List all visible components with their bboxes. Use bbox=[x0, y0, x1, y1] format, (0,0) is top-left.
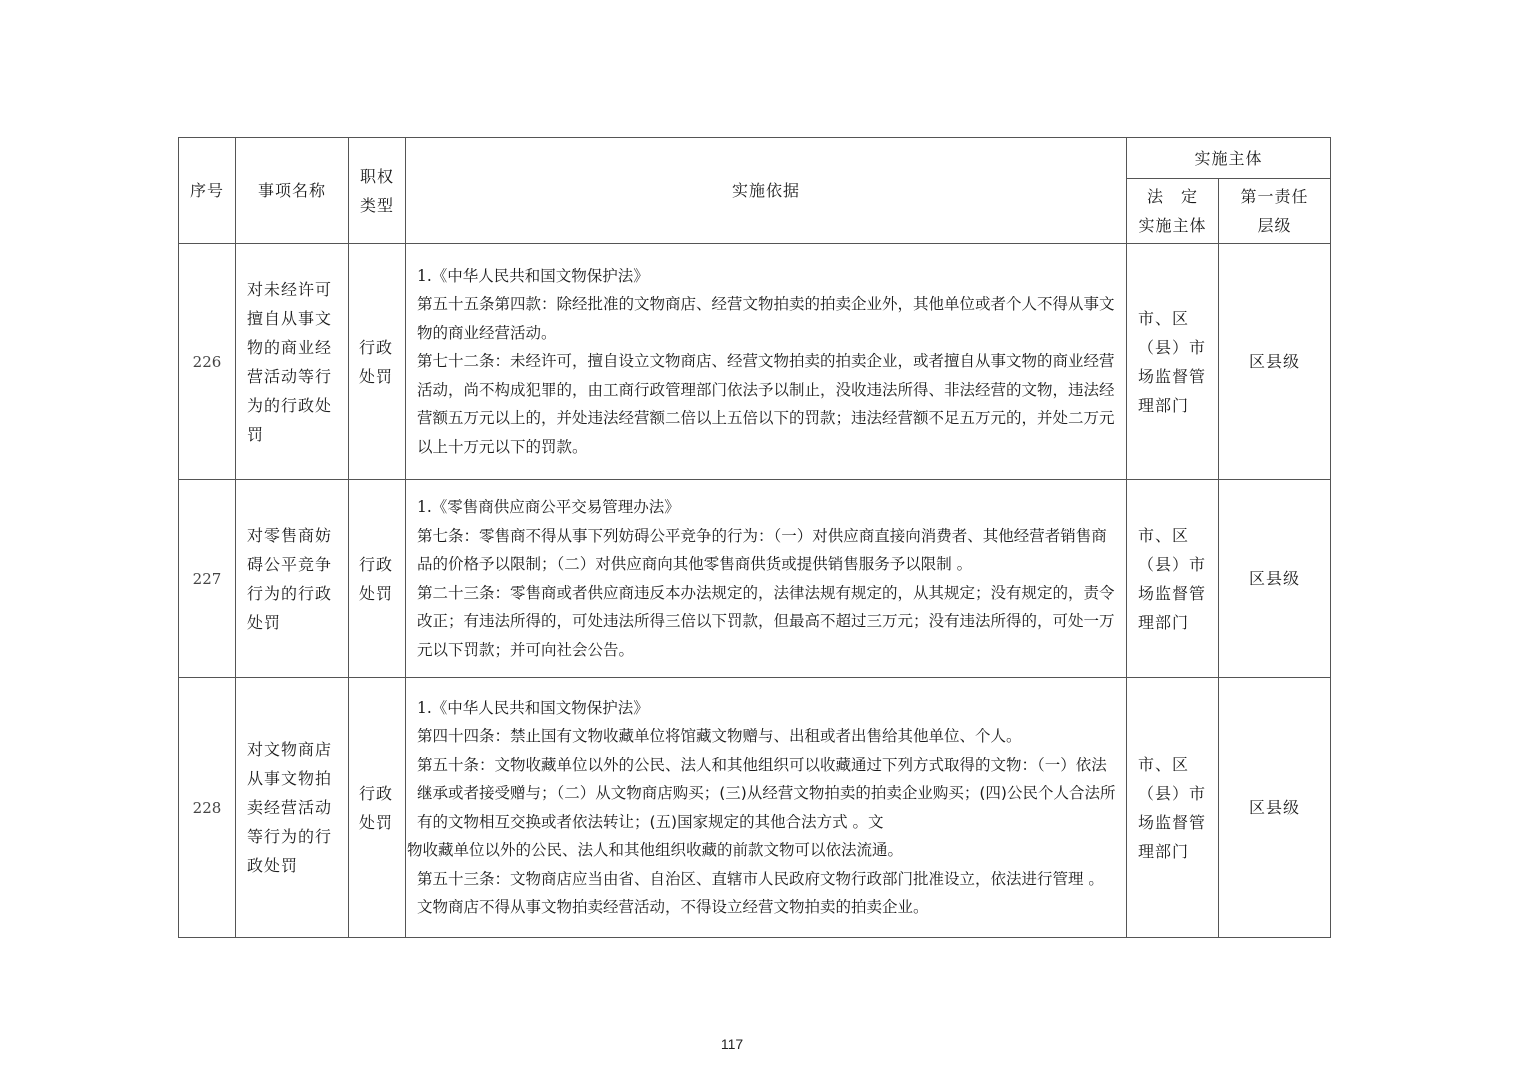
row-seq: 226 bbox=[179, 244, 236, 480]
header-legal-line1: 法 定 bbox=[1146, 187, 1198, 206]
page-number: 117 bbox=[720, 1036, 744, 1052]
row-legal-subject: 市、区（县）市场监督管理部门 bbox=[1127, 480, 1219, 678]
row-basis bbox=[406, 678, 1127, 938]
header-legal-subject bbox=[1127, 179, 1219, 244]
row-level: 区县级 bbox=[1219, 678, 1331, 938]
row-type: 行政处罚 bbox=[349, 480, 406, 678]
basis-paragraph: 第五十三条：文物商店应当由省、自治区、直辖市人民政府文物行政部门批准设立，依法进行管理 。文物商店不得从事文物拍卖经营活动，不得设立经营文物拍卖的拍卖企业。 bbox=[417, 869, 1104, 916]
row-type: 行政处罚 bbox=[349, 244, 406, 480]
header-level-line1: 第一责任 bbox=[1240, 187, 1309, 206]
row-seq: 228 bbox=[179, 678, 236, 938]
basis-title: 1.《中华人民共和国文物保护法》 bbox=[417, 698, 649, 717]
basis-title: 1.《零售商供应商公平交易管理办法》 bbox=[417, 498, 680, 516]
table-row bbox=[179, 244, 1331, 480]
row-type: 行政处罚 bbox=[349, 678, 406, 938]
row-legal-subject: 市、区（县）市场监督管理部门 bbox=[1127, 678, 1219, 938]
header-type-line1: 职权 bbox=[359, 166, 394, 186]
row-level: 区县级 bbox=[1219, 244, 1331, 480]
row-item-name: 对零售商妨碍公平竞争行为的行政处罚 bbox=[236, 480, 349, 678]
basis-paragraph: 物收藏单位以外的公民、法人和其他组织收藏的前款文物可以依法流通。 bbox=[407, 841, 904, 859]
header-type-line2: 类型 bbox=[359, 195, 394, 215]
row-seq: 227 bbox=[179, 480, 236, 678]
header-row bbox=[179, 138, 1331, 179]
row-basis bbox=[406, 244, 1127, 480]
header-name: 事项名称 bbox=[236, 138, 349, 244]
header-level bbox=[1219, 179, 1331, 244]
header-level-line2: 层级 bbox=[1257, 216, 1292, 235]
basis-title: 1.《中华人民共和国文物保护法》 bbox=[417, 266, 649, 285]
header-type bbox=[349, 138, 406, 244]
row-legal-subject: 市、区（县）市场监督管理部门 bbox=[1127, 244, 1219, 480]
basis-paragraph: 第五十五条第四款：除经批准的文物商店、经营文物拍卖的拍卖企业外，其他单位或者个人不得从事文物的商业经营活动。 bbox=[417, 295, 1115, 342]
basis-paragraph: 第四十四条：禁止国有文物收藏单位将馆藏文物赠与、出租或者出售给其他单位、个人。 bbox=[417, 727, 1022, 745]
row-level: 区县级 bbox=[1219, 480, 1331, 678]
row-item-name: 对文物商店从事文物拍卖经营活动等行为的行政处罚 bbox=[236, 678, 349, 938]
regulation-table bbox=[178, 137, 1331, 938]
header-legal-line2: 实施主体 bbox=[1138, 216, 1207, 235]
basis-paragraph: 第七十二条：未经许可，擅自设立文物商店、经营文物拍卖的拍卖企业，或者擅自从事文物的商业经营活动，尚不构成犯罪的，由工商行政管理部门依法予以制止，没收违法所得、非法经营的文物，违法经营额五万元以上的，并处违法经营额二倍以上五倍以下的罚款；违法经营额不足五万元的，并处二万元以上十万元以下的罚款。 bbox=[417, 352, 1115, 456]
basis-paragraph: 第七条：零售商不得从事下列妨碍公平竞争的行为：（一）对供应商直接向消费者、其他经营者销售商品的价格予以限制；（二）对供应商向其他零售商供货或提供销售服务予以限制 。 bbox=[417, 526, 1107, 573]
table-row bbox=[179, 678, 1331, 938]
header-seq: 序号 bbox=[179, 138, 236, 244]
header-subject-group: 实施主体 bbox=[1127, 138, 1331, 179]
table-row bbox=[179, 480, 1331, 678]
header-basis: 实施依据 bbox=[406, 138, 1127, 244]
row-item-name: 对未经许可擅自从事文物的商业经营活动等行为的行政处罚 bbox=[236, 244, 349, 480]
row-basis bbox=[406, 480, 1127, 678]
basis-paragraph: 第五十条：文物收藏单位以外的公民、法人和其他组织可以收藏通过下列方式取得的文物：（一）依法继承或者接受赠与；（二）从文物商店购买；(三)从经营文物拍卖的拍卖企业购买；(四)公民个人合法所有的文物相互交换或者依法转让；(五)国家规定的其他合法方式 。文 bbox=[417, 755, 1116, 831]
basis-paragraph: 第二十三条：零售商或者供应商违反本办法规定的，法律法规有规定的，从其规定；没有规定的，责令改正；有违法所得的，可处违法所得三倍以下罚款，但最高不超过三万元；没有违法所得的，可处一万元以下罚款；并可向社会公告。 bbox=[417, 583, 1115, 659]
